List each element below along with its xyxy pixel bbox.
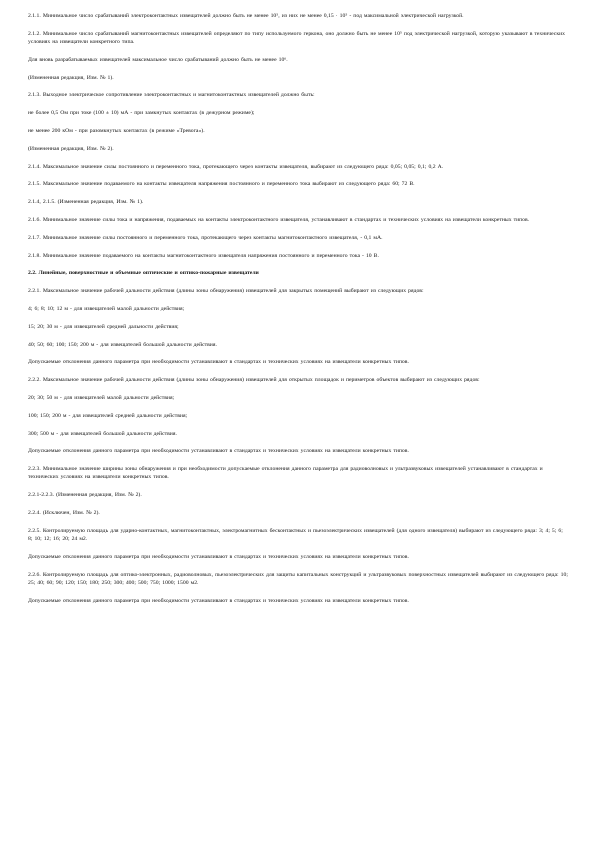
resistance-closed-contacts: не более 0,5 Ом при токе (100 ± 10) мА - при замкнутых контактах (в дежурном режиме); (28, 110, 255, 117)
paragraph-2-1-3: 2.1.3. Выходное электрическое сопротивление электроконтактных и магнитоконтактных извещателей должно быть: (28, 92, 315, 99)
tolerance-note: Допускаемые отклонения данного параметра при необходимости устанавливают в стандартах и технических условиях на извещатели конкретных типов. (28, 597, 409, 604)
section-heading-2-2: 2.2. Линейные, поверхностные и объемные оптические и оптико-пожарные извещатели (28, 270, 259, 277)
paragraph-2-1-2: 2.1.2. Минимальное число срабатываний магнитоконтактных извещателей определяют по типу используемого геркона, оно должно быть не менее 10⁵ под электрической нагрузкой, которую указывают в технических условиях на извещатели конкретного типа. (28, 30, 565, 45)
paragraph-new-detectors-note: Для вновь разрабатываемых извещателей максимальное число срабатываний должно быть не менее 10⁶. (28, 56, 288, 63)
document-page (28, 12, 568, 614)
range-short: 4; 6; 8; 10; 12 м - для извещателей малой дальности действия; (28, 305, 185, 312)
paragraph-2-2-3: 2.2.3. Минимальное значение ширины зоны обнаружения и при необходимости допускаемые отклонения данного параметра для радиоволновых и ультразвуковых извещателей устанавливают в стандартах и технических условиях на извещатели конкретных типов. (28, 466, 543, 481)
tolerance-note: Допускаемые отклонения данного параметра при необходимости устанавливают в стандартах и технических условиях на извещатели конкретных типов. (28, 448, 409, 455)
paragraph-2-1-6: 2.1.6. Минимальное значение силы тока и напряжения, подаваемых на контакты электроконтактного извещателя, устанавливают в стандартах и технических условиях на извещатели конкретных типов. (28, 216, 530, 223)
paragraph-2-2-4: 2.2.4. (Исключен, Изм. № 2). (28, 509, 100, 516)
range-short: 20; 30; 50 м - для извещателей малой дальности действия; (28, 394, 175, 401)
resistance-open-contacts: не менее 200 кОм - при разомкнутых контактах (в режиме «Тревога»). (28, 127, 205, 134)
paragraph-2-1-5: 2.1.5. Максимальное значение подаваемого на контакты извещателя напряжения постоянного и переменного тока выбирают из следующего ряда: 60; 72 В. (28, 181, 415, 188)
tolerance-note: Допускаемые отклонения данного параметра при необходимости устанавливают в стандартах и технических условиях на извещатели конкретных типов. (28, 553, 409, 560)
paragraph-2-1-7: 2.1.7. Минимальное значение силы постоянного и переменного тока, протекающего через контакты магнитоконтактного извещателя, - 0,1 мА. (28, 234, 383, 241)
range-medium: 15; 20; 30 м - для извещателей средней дальности действия; (28, 323, 179, 330)
tolerance-note: Допускаемые отклонения данного параметра при необходимости устанавливают в стандартах и технических условиях на извещатели конкретных типов. (28, 359, 409, 366)
paragraph-2-1-1: 2.1.1. Минимальное число срабатываний электроконтактных извещателей должно быть не менее 10⁵, из них не менее 0,15 · 10⁵ - под максимальной электрической нагрузкой. (28, 13, 464, 19)
paragraph-2-2-1: 2.2.1. Максимальное значение рабочей дальности действия (длины зоны обнаружения) извещателей для закрытых помещений выбирают из следующих рядов: (28, 288, 424, 295)
paragraph-2-1-4: 2.1.4. Максимальное значение силы постоянного и переменного тока, протекающего через контакты извещателя, выбирают из следующего ряда: 0,05; 0,05; 0,1; 0,2 А. (28, 163, 444, 170)
amendment-note: (Измененная редакция, Изм. № 1). (28, 74, 114, 81)
range-long: 40; 50; 60; 100; 150; 200 м - для извещателей большой дальности действия. (28, 341, 217, 348)
amendment-note: 2.1.4, 2.1.5. (Измененная редакция, Изм. № 1). (28, 199, 144, 206)
paragraph-2-1-8: 2.1.8. Минимальное значение подаваемого на контакты магнитоконтактного извещателя напряжения постоянного и переменного тока - 10 В. (28, 252, 379, 259)
paragraph-2-2-6: 2.2.6. Контролируемую площадь для оптико-электронных, радиоволновых, пьезоэлектрических для защиты капитальных конструкций и ультразвуковых поверхностных извещателей выбирают из следующего ряда: 10; 25; 40; 60; 90; 120; 150; 180; 250; 300; 400; 500; 750; 1000; 1500 м2. (28, 571, 568, 586)
amendment-note: (Измененная редакция, Изм. № 2). (28, 145, 114, 152)
range-medium: 100; 150; 200 м - для извещателей средней дальности действия; (28, 412, 188, 419)
paragraph-2-2-5: 2.2.5. Контролируемую площадь для ударно-контактных, магнитоконтактных, электромагнитных бесконтактных и пьезоэлектрических извещателей (для одного извещателя) выбирают из следующего ряда: 3; 4; 5; 6; 8; 10; 12; 16; 20; 24 м2. (28, 527, 563, 542)
amendment-note: 2.2.1-2.2.3. (Измененная редакция, Изм. № 2). (28, 492, 142, 499)
paragraph-2-2-2: 2.2.2. Максимальное значение рабочей дальности действия (длины зоны обнаружения) извещателей для открытых площадок и периметров объектов выбирают из следующих рядов: (28, 377, 480, 384)
range-long: 300; 500 м - для извещателей большой дальности действия. (28, 430, 177, 437)
